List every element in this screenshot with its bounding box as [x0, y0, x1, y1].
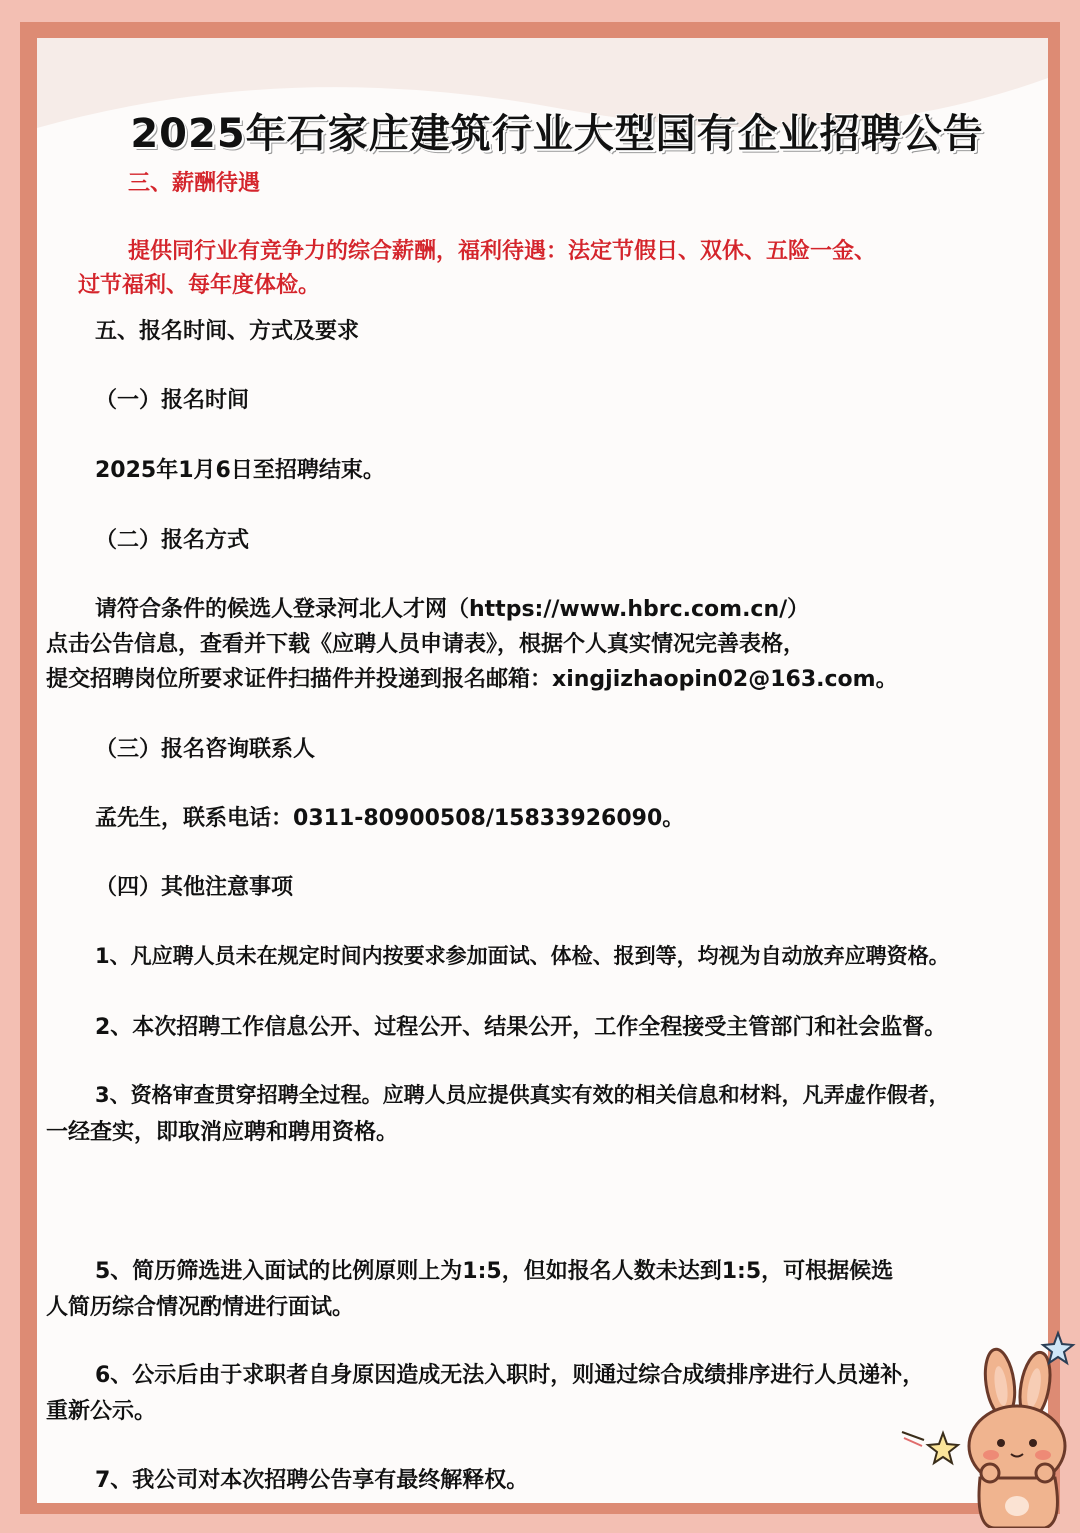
- note-7: 7、我公司对本次招聘公告享有最终解释权。: [95, 1468, 529, 1493]
- submission-period: 。: [875, 667, 898, 692]
- contact-heading: （三）报名咨询联系人: [95, 737, 316, 762]
- page-title: 2025年石家庄建筑行业大型国有企业招聘公告: [130, 111, 984, 157]
- registration-method-line-2: 点击公告信息，查看并下载《应聘人员申请表》，根据个人真实情况完善表格，: [46, 632, 806, 657]
- contact-line: [95, 801, 684, 832]
- registration-time-text: 2025年1月6日至招聘结束。: [95, 458, 385, 483]
- note-5-line-2: 人简历综合情况酌情进行面试。: [46, 1295, 355, 1320]
- document-page: [37, 38, 1048, 1503]
- note-3-line-1: 3、资格审查贯穿招聘全过程。应聘人员应提供真实有效的相关信息和材料，凡弄虚作假者，: [95, 1083, 950, 1107]
- note-6-line-2: 重新公示。: [46, 1399, 157, 1424]
- sparkle-lines-icon: [900, 1428, 930, 1448]
- salary-line-2: 过节福利、每年度体检。: [78, 273, 321, 298]
- note-1: 1、凡应聘人员未在规定时间内按要求参加面试、体检、报到等，均视为自动放弃应聘资格。: [95, 944, 950, 968]
- note-2: 2、本次招聘工作信息公开、过程公开、结果公开，工作全程接受主管部门和社会监督。: [95, 1015, 947, 1040]
- star-icon: [925, 1430, 961, 1466]
- salary-line-1: 提供同行业有竞争力的综合薪酬，福利待遇：法定节假日、双休、五险一金、: [128, 239, 877, 264]
- note-3-line-2: 一经查实，即取消应聘和聘用资格。: [46, 1120, 399, 1145]
- contact-phone: 0311-80900508/15833926090: [293, 806, 663, 831]
- registration-heading: 五、报名时间、方式及要求: [95, 319, 360, 344]
- registration-method-line-1: 请符合条件的候选人登录河北人才网（https://www.hbrc.com.cn/）: [95, 597, 810, 622]
- submission-text: 提交招聘岗位所要求证件扫描件并投递到报名邮箱：: [46, 667, 553, 692]
- contact-name: 孟先生，联系电话：: [95, 806, 294, 831]
- registration-time-heading: （一）报名时间: [95, 388, 250, 413]
- note-6-line-1: 6、公示后由于求职者自身原因造成无法入职时，则通过综合成绩排序进行人员递补，: [95, 1363, 925, 1388]
- registration-method-line-3: [46, 662, 898, 693]
- contact-period: 。: [662, 806, 685, 831]
- notes-heading: （四）其他注意事项: [95, 875, 294, 900]
- registration-method-heading: （二）报名方式: [95, 528, 250, 553]
- salary-heading: 三、薪酬待遇: [128, 171, 261, 196]
- star-icon: [1040, 1330, 1076, 1366]
- registration-email[interactable]: xingjizhaopin02@163.com: [552, 667, 876, 692]
- note-5-line-1: 5、简历筛选进入面试的比例原则上为1:5，但如报名人数未达到1:5，可根据候选: [95, 1259, 894, 1284]
